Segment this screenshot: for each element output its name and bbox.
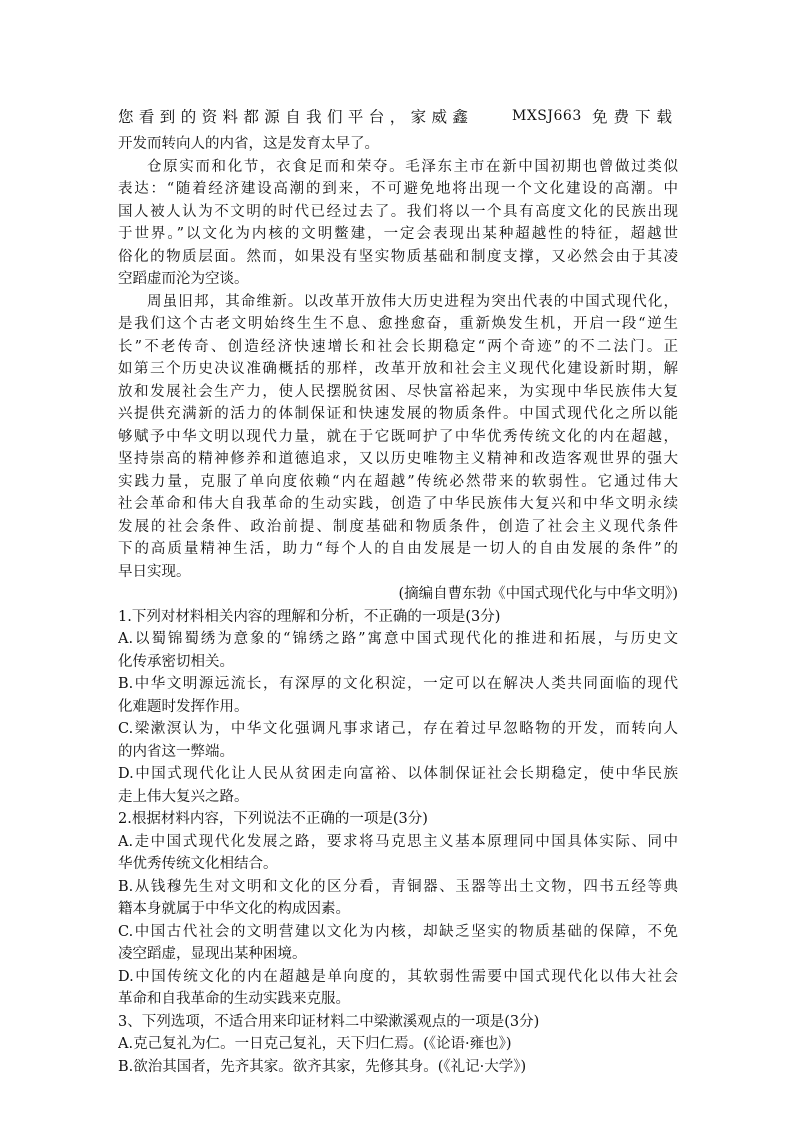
text-line: 表达：“随着经济建设高潮的到来，不可避免地将出现一个文化建设的高潮。中 [118,181,678,197]
text-line: 华优秀传统文化相结合。 [118,856,278,872]
text-line: 国人被人认为不文明的时代已经过去了。我们将以一个具有高度文化的民族出现 [118,203,678,220]
text-line: 是我们这个古老文明始终生生不息、愈挫愈奋，重新焕发生机，开启一段“逆生 [118,316,678,332]
text-line: 籍本身就属于中华文化的构成因素。 [118,901,350,917]
text-line: A.克己复礼为仁。一日克己复礼，天下归仁焉。(《论语·雍也》) [118,1036,512,1052]
text-line: 革命和自我革命的生动实践来克服。 [118,991,350,1007]
text-line: 放和发展社会生产力，使人民摆脱贫困、尽快富裕起来，为实现中华民族伟大复 [118,383,678,400]
text-line: 够赋予中华文明以现代力量，就在于它既呵护了中华优秀传统文化的内在超越， [118,428,678,445]
text-line: D.中国传统文化的内在超越是单向度的，其软弱性需要中国式现代化以伟大社会 [118,968,678,985]
text-line: C.中国古代社会的文明营建以文化为内核，却缺乏坚实的物质基础的保障，不免 [118,923,678,940]
text-line: 周虽旧邦，其命维新。以改革开放伟大历史进程为突出代表的中国式现代化， [147,293,678,310]
watermark-header [118,104,678,128]
text-line: 3、下列选项，不适合用来印证材料二中梁漱溪观点的一项是(3分) [118,1013,540,1030]
text-line: B.欲治其国者，先齐其家。欲齐其家，先修其身。(《礼记·大学》) [118,1058,527,1075]
document-body [118,133,678,1078]
text-line: 兴提供充满新的活力的体制保证和快速发展的物质条件。中国式现代化之所以能 [118,406,678,422]
text-line: B.中华文明源远流长，有深厚的文化积淀，一定可以在解决人类共同面临的现代 [118,676,678,692]
text-line: 实践力量，克服了单向度依赖“内在超越”传统必然带来的软弱性。它通过伟大 [118,473,678,490]
text-line: 2.根据材料内容，下列说法不正确的一项是(3分) [118,811,428,827]
text-line: 开发而转向人的内省，这是发育太早了。 [118,136,379,152]
header-code-text: MXSJ663 [512,108,582,124]
text-line: 空蹈虚而沦为空谈。 [118,271,249,287]
text-line: 如第三个历史决议准确概括的那样，改革开放和社会主义现代化建设新时期，解 [118,361,678,377]
text-line: B.从钱穆先生对文明和文化的区分看，青铜器、玉器等出土文物，四书五经等典 [118,878,678,895]
text-line: 坚持崇高的精神修养和道德追求，又以历史唯物主义精神和改造客观世界的强大 [118,451,678,467]
text-line: 社会革命和伟大自我革命的生动实践，创造了中华民族伟大复兴和中华文明永续 [118,496,678,512]
text-line: 1.下列对材料相关内容的理解和分析，不正确的一项是(3分) [118,608,501,625]
text-line: 仓原实而和化节，衣食足而和荣夺。毛泽东主市在新中国初期也曾做过类似 [147,158,678,175]
text-line: 于世界。”以文化为内核的文明鳖建，一定会表现出某种超越性的特征，超越世 [118,226,678,242]
text-line: 长”不老传奇、创造经济快速增长和社会长期稳定“两个奇迹”的不二法门。正 [118,338,678,355]
text-line: 凌空蹈虚，显现出某种困境。 [118,946,307,962]
text-line: 下的高质量精神生活，助力“每个人的自由发展是一切人的自由发展的条件”的 [118,541,678,557]
text-line: (摘编自曹东勃《中国式现代化与中华文明》) [398,586,678,602]
text-line: 的内省这一弊端。 [118,743,234,760]
text-line: D.中国式现代化让人民从贫困走向富裕、以体制保证社会长期稳定，使中华民族 [118,766,678,782]
text-line: 走上伟大复兴之路。 [118,788,249,805]
text-line: A.以蜀锦蜀绣为意象的“锦绣之路”寓意中国式现代化的推进和拓展，与历史文 [118,631,678,647]
text-line: C.梁漱溟认为，中华文化强调凡事求诸己，存在着过早忽略物的开发，而转向人 [118,721,678,737]
header-tail-text: 免费下载 [591,108,678,126]
text-line: 早日实现。 [118,563,191,580]
text-line: 化难题时发挥作用。 [118,698,249,715]
header-lead-text: 您看到的资料都源自我们平台，家威鑫 [118,108,474,126]
text-line: 化传承密切相关。 [118,653,234,670]
text-line: A.走中国式现代化发展之路，要求将马克思主义基本原理同中国具体实际、同中 [118,833,678,850]
text-line: 发展的社会条件、政治前提、制度基础和物质条件，创造了社会主义现代条件 [118,518,678,535]
text-line: 俗化的物质层面。然而，如果没有坚实物质基础和制度支撑，又必然会由于其凌 [118,248,678,265]
